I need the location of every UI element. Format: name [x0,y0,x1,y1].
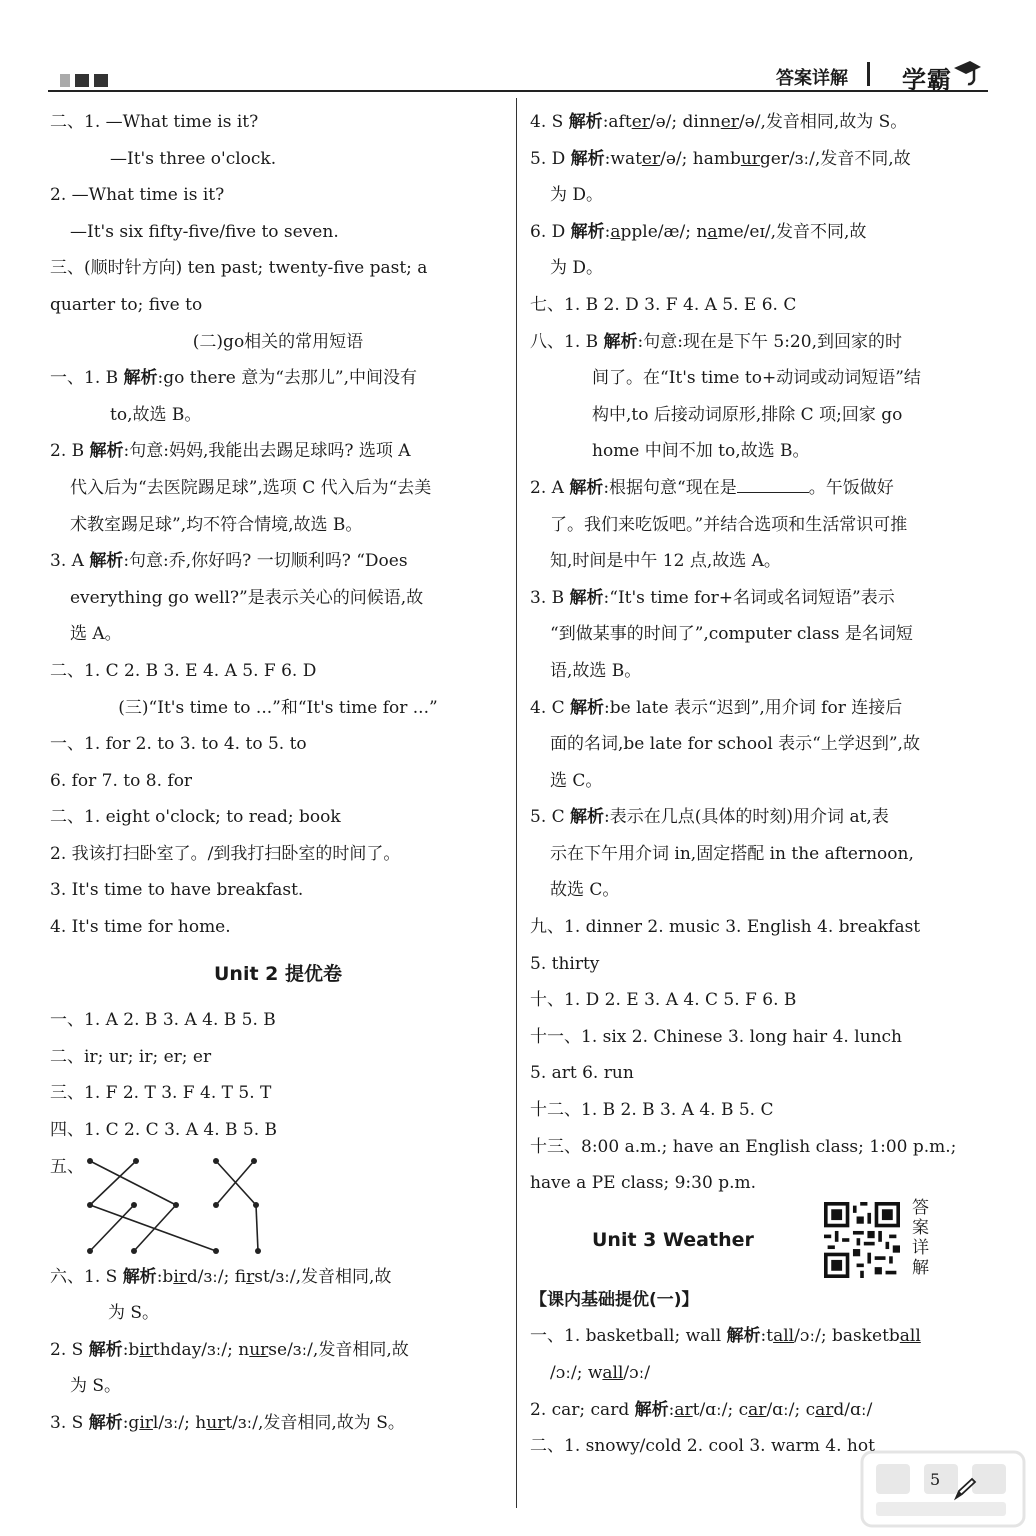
answer-line: —It's three o'clock. [110,148,277,169]
answer-line: —It's six fifty-five/five to seven. [70,221,339,242]
answer-line: 3. S 解析:girl/ɜː/; hurt/ɜː/,发音相同,故为 S。 [50,1413,405,1433]
answer-line: 语,故选 B。 [550,660,642,681]
answer-line: 5. thirty [530,953,600,974]
answer-line: 三、1. F 2. T 3. F 4. T 5. T [50,1083,272,1104]
answer-line: 2. B 解析:句意:妈妈,我能出去踢足球吗? 选项 A [50,441,411,462]
answer-line: 2. 我该打扫卧室了。/到我打扫卧室的时间了。 [50,843,401,864]
graduation-cap-icon [952,58,982,88]
answer-line: 为 S。 [108,1303,160,1324]
header-section-title: 答案详解 [776,68,848,89]
matching-lines [84,1155,284,1255]
answer-line: 十二、1. B 2. B 3. A 4. B 5. C [530,1100,774,1121]
header-squares [60,74,108,87]
answer-line: 二、1. snowy/cold 2. cool 3. warm 4. hot [530,1436,875,1457]
answer-line: 4. S 解析:after/ə/; dinner/ə/,发音相同,故为 S。 [530,112,908,132]
answer-line: 6. D 解析:apple/æ/; name/eɪ/,发音不同,故 [530,221,867,242]
answer-line: 2. A 解析:根据句意“现在是 。午饭做好 [530,470,988,507]
brand-logo-text: 学霸 [902,66,952,94]
answer-line: 为 D。 [550,185,604,206]
answer-line: 十、1. D 2. E 3. A 4. C 5. F 6. B [530,990,797,1011]
answer-line: 2. —What time is it? [50,185,225,206]
answer-line: 5. art 6. run [530,1063,634,1084]
answer-line: 六、1. S 解析:bird/ɜː/; first/ɜː/,发音相同,故 [50,1266,392,1287]
subsection-title: (二)go相关的常用短语 [192,331,364,352]
pencil-icon [952,1476,978,1502]
answer-line: 十三、8:00 a.m.; have an English class; 1:00 p.m.; [530,1136,957,1157]
answer-line: 面的名词,be late for school 表示“上学迟到”,故 [550,734,920,755]
answer-line: 4. C 解析:be late 表示“迟到”,用介词 for 连接后 [530,697,903,718]
matching-diagram [50,1149,506,1259]
answer-line: 七、1. B 2. D 3. F 4. A 5. E 6. C [530,294,797,315]
answer-line: 一、1. A 2. B 3. A 4. B 5. B [50,1010,276,1031]
answer-line: 十一、1. six 2. Chinese 3. long hair 4. lunch [530,1026,902,1047]
subsection-title: (三)“It's time to ...”和“It's time for ...” [118,697,438,718]
answer-line: 6. for 7. to 8. for [50,770,193,791]
answer-line: 术教室踢足球”,均不符合情境,故选 B。 [70,514,363,535]
page-header [48,58,988,92]
answer-line: 二、1. —What time is it? [50,112,259,132]
knowledge-heading: 【课内基础提优(一)】 [530,1289,699,1310]
answer-line: “到做某事的时间了”,computer class 是名词短 [550,624,913,645]
watermark-logo [858,1448,1028,1530]
unit-title: Unit 2 提优卷 [214,962,342,985]
answer-line: 为 S。 [70,1376,122,1397]
column-divider [516,98,517,1508]
answer-line: 一、1. basketball; wall 解析:tall/ɔː/; basketball [530,1326,921,1347]
answer-line: 知,时间是中午 12 点,故选 A。 [550,551,781,572]
answer-line: 4. It's time for home. [50,917,231,938]
right-column [530,104,988,1465]
answer-line: 选 C。 [550,770,603,791]
answer-line: /ɔː/; wall/ɔː/ [550,1363,651,1383]
qr-caption: 答案详解 [912,1197,929,1278]
answer-line: 5. C 解析:表示在几点(具体的时刻)用介词 at,表 [530,807,889,828]
answer-line: 3. It's time to have breakfast. [50,880,304,901]
answer-line: 三、(顺时针方向) ten past; twenty-five past; a [50,258,428,279]
answer-line: 为 D。 [550,258,604,279]
answer-line: quarter to; five to [50,294,203,315]
answer-line: 一、1. for 2. to 3. to 4. to 5. to [50,734,307,755]
unit3-header [530,1197,988,1282]
qr-code-icon[interactable] [824,1202,900,1278]
fill-blank [737,474,809,493]
answer-line: 2. S 解析:birthday/ɜː/; nurse/ɜː/,发音相同,故 [50,1339,409,1360]
header-rule [48,90,988,92]
answer-line: have a PE class; 9:30 p.m. [530,1173,757,1194]
answer-line: 二、1. eight o'clock; to read; book [50,807,341,828]
answer-line: 二、ir; ur; ir; er; er [50,1046,212,1067]
answer-line: home 中间不加 to,故选 B。 [592,441,810,462]
answer-line: everything go well?”是表示关心的问候语,故 [70,587,424,608]
answer-line: 八、1. B 解析:句意:现在是下午 5:20,到回家的时 [530,331,902,352]
answer-line: 一、1. B 解析:go there 意为“去那儿”,中间没有 [50,368,417,389]
answer-line: 间了。在“It's time to+动词或动词短语”结 [592,368,921,389]
left-column [50,104,506,1442]
answer-line: to,故选 B。 [110,404,202,425]
answer-line: 3. A 解析:句意:乔,你好吗? 一切顺利吗? “Does [50,551,408,572]
answer-line: 选 A。 [70,624,122,645]
answer-line: 四、1. C 2. C 3. A 4. B 5. B [50,1120,278,1141]
answer-line: 3. B 解析:“It's time for+名词或名词短语”表示 [530,587,895,608]
answer-line: 九、1. dinner 2. music 3. English 4. breakfast [530,917,921,938]
answer-line: 二、1. C 2. B 3. E 4. A 5. F 6. D [50,660,317,681]
matching-label: 五、 [50,1156,84,1177]
answer-line: 5. D 解析:water/ə/; hamburger/ɜː/,发音不同,故 [530,148,911,169]
answer-line: 示在下午用介词 in,固定搭配 in the afternoon, [550,843,914,864]
answer-line: 故选 C。 [550,880,620,901]
header-divider [867,62,870,86]
page-number: 5 [930,1470,941,1489]
answer-line: 构中,to 后接动词原形,排除 C 项;回家 go [592,404,903,425]
answer-line: 代入后为“去医院踢足球”,选项 C 代入后为“去美 [70,477,432,498]
answer-line: 了。我们来吃饭吧。”并结合选项和生活常识可推 [550,514,908,535]
unit-title: Unit 3 Weather [592,1228,754,1251]
answer-line: 2. car; card 解析:art/ɑː/; car/ɑː/; card/ɑː/ [530,1399,873,1420]
